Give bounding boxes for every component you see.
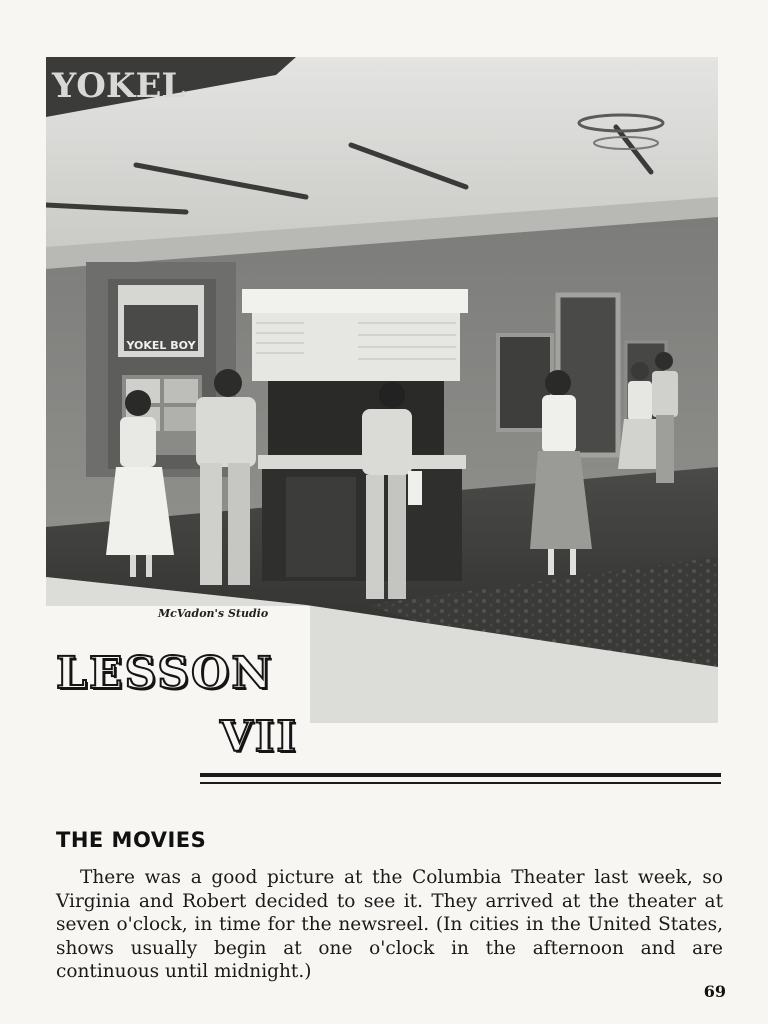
marquee-sign-text: YOKEL [52,66,186,106]
page-number: 69 [703,982,726,1001]
divider-thin [200,782,721,784]
divider-thick [200,773,721,777]
photo-credit: McVadon's Studio [158,607,269,620]
lesson-heading-number: VII [220,712,298,761]
body-paragraph: There was a good picture at the Columbia Theater last week, so Virginia and Robert decided to see it. They arrived at the theater at seven o'clock, in time for the newsreel. (In cities in the United States, shows usually begin at one o'clock in the afternoon and are continuous until midnight.) [56,867,723,982]
section-title: THE MOVIES [56,828,207,852]
poster-title: YOKEL BOY [126,339,196,352]
lesson-heading-word: LESSON [56,648,274,699]
